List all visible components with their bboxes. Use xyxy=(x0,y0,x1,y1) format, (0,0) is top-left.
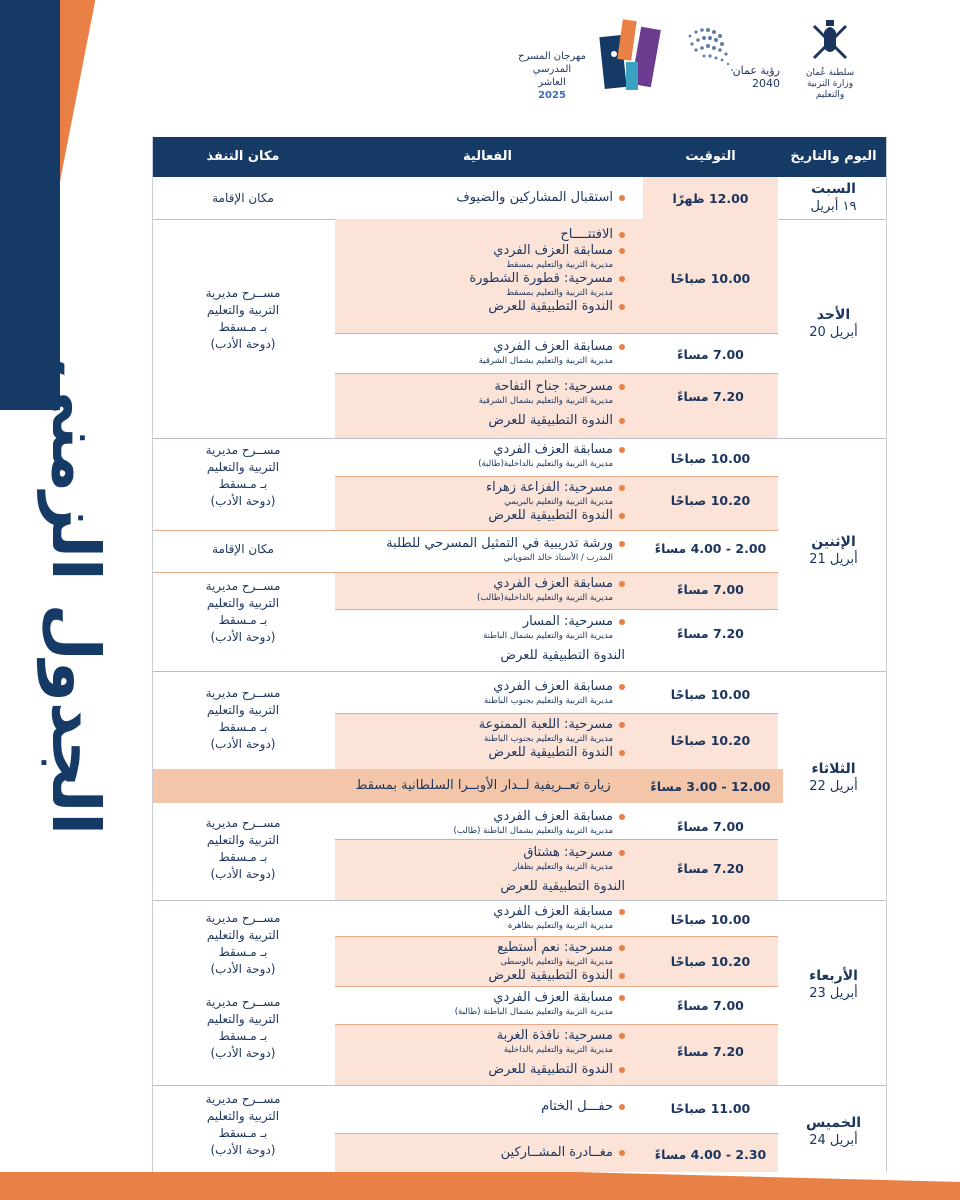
activity-title: مسابقة العزف الفردي xyxy=(335,576,625,592)
time-cell: 7.00 مساءً xyxy=(677,582,744,597)
day-name: الإثنين xyxy=(811,534,856,550)
time-cell: 10.00 صباحًا xyxy=(670,687,751,702)
day-date: 23 أبريل xyxy=(809,986,858,1001)
activity-title: مسابقة العزف الفردي xyxy=(335,442,625,458)
activity-title: مسابقة العزف الفردي xyxy=(335,809,625,825)
day-block-sunday xyxy=(153,219,886,439)
activity-subtitle: مديرية التربية والتعليم بشمال الباطنة xyxy=(483,631,613,641)
day-name: الخميس xyxy=(805,1115,862,1131)
day-date: 21 أبريل xyxy=(809,552,858,567)
activity-title: مسرحية: المسار xyxy=(335,614,625,630)
time-cell: 10.20 صباحًا xyxy=(670,493,751,508)
activity-title: الندوة التطبيقية للعرض xyxy=(335,745,625,761)
day-cell xyxy=(781,307,886,340)
activity-cell xyxy=(335,614,625,664)
header-time: التوقيت xyxy=(685,149,736,164)
festival-year: 2025 xyxy=(538,90,566,101)
ministry-line1: سلطنة عُمان xyxy=(805,68,855,78)
time-cell: 7.20 مساءً xyxy=(677,389,744,404)
oman-emblem-icon xyxy=(796,18,864,66)
time-cell: 12.00 ظهرًا xyxy=(672,191,749,206)
activity-title: مسابقة العزف الفردي xyxy=(335,243,625,259)
opera-visit-row xyxy=(153,769,783,803)
activity-subtitle: مديرية التربية والتعليم بمسقط xyxy=(506,260,613,270)
activity-subtitle: مديرية التربية والتعليم بشمال الباطنة (طالبة) xyxy=(454,1007,613,1017)
location-cell: مســرح مديرية التربية والتعليم بـ مـسقط (دوحة الأدب) xyxy=(205,816,281,881)
day-cell xyxy=(781,1115,886,1148)
day-cell xyxy=(781,181,886,214)
activity-cell xyxy=(335,1028,625,1078)
activity-subtitle: مديرية التربية والتعليم بالداخلية xyxy=(503,1045,613,1055)
activity-title: الافتتــــاح xyxy=(335,227,625,243)
activity-cell xyxy=(335,1099,625,1115)
header-place: مكان التنفذ xyxy=(206,149,280,164)
table-header xyxy=(153,137,886,177)
activity-title: مسابقة العزف الفردي xyxy=(335,339,625,355)
time-cell: 10.00 صباحًا xyxy=(670,271,751,286)
activity-cell xyxy=(335,190,625,206)
activity-cell xyxy=(335,679,625,707)
activity-title: الندوة التطبيقية للعرض xyxy=(335,1062,625,1078)
activity-subtitle: مديرية التربية والتعليم بالداخلية(طالبة) xyxy=(478,459,613,469)
activity-title: مغــادرة المشــاركين xyxy=(335,1145,625,1161)
orange-decor-stripe xyxy=(60,0,148,410)
activity-cell xyxy=(335,1145,625,1161)
activity-title: حفـــل الختام xyxy=(335,1099,625,1115)
activity-subtitle: مديرية التربية والتعليم بظفار xyxy=(513,862,613,872)
activity-cell xyxy=(335,809,625,837)
time-cell: 7.20 مساءً xyxy=(677,626,744,641)
bottom-decor-bar xyxy=(0,1172,960,1200)
activity-subtitle: مديرية التربية والتعليم بالداخلية(طالب) xyxy=(476,593,613,603)
activity-title: مسرحية: اللعبة الممنوعة xyxy=(335,717,625,733)
activity-title: مسابقة العزف الفردي xyxy=(335,990,625,1006)
location-cell: مســرح مديرية التربية والتعليم بـ مـسقط (دوحة الأدب) xyxy=(205,911,281,976)
activity-cell xyxy=(335,442,625,470)
activity-title: مسرحية: نافذة الغربة xyxy=(335,1028,625,1044)
festival-line2: المدرسي xyxy=(532,64,572,75)
activity-title: الندوة التطبيقية للعرض xyxy=(335,413,625,429)
activity-title: الندوة التطبيقية للعرض xyxy=(335,968,625,984)
activity-title: مسابقة العزف الفردي xyxy=(335,904,625,920)
activity-title: زيارة تعــريفية لــدار الأوبــرا السلطانية بمسقط xyxy=(355,778,611,793)
time-cell: 10.00 صباحًا xyxy=(670,912,751,927)
activity-title: استقبال المشاركين والضيوف xyxy=(335,190,625,206)
activity-subtitle: مديرية التربية والتعليم بمسقط xyxy=(506,288,613,298)
header-day: اليوم والتاريخ xyxy=(790,149,877,164)
activity-subtitle: مديرية التربية والتعليم بالبريمي xyxy=(504,497,613,507)
day-date: 22 أبريل xyxy=(809,779,858,794)
ministry-line2: وزارة التربية والتعليم xyxy=(806,79,854,100)
activity-cell xyxy=(335,717,625,761)
day-block-thursday xyxy=(153,1085,886,1172)
activity-cell xyxy=(335,990,625,1018)
day-name: السبت xyxy=(811,181,856,197)
day-block-monday xyxy=(153,438,886,672)
day-name: الأربعاء xyxy=(809,968,858,984)
day-cell xyxy=(781,968,886,1001)
day-block-tuesday xyxy=(153,671,886,901)
time-cell: 7.00 مساءً xyxy=(677,819,744,834)
activity-subtitle: مديرية التربية والتعليم بشمال الشرقية xyxy=(478,396,613,406)
day-date: 20 أبريل xyxy=(809,325,858,340)
vision-text: رؤية عمان 2040 xyxy=(732,64,780,90)
location-cell: مســرح مديرية التربية والتعليم بـ مـسقط (دوحة الأدب) xyxy=(205,1092,281,1157)
activity-subtitle: مديرية التربية والتعليم بشمال الشرقية xyxy=(478,356,613,366)
activity-title: الندوة التطبيقية للعرض xyxy=(335,299,625,315)
activity-cell xyxy=(335,339,625,367)
time-cell: 10.00 صباحًا xyxy=(670,451,751,466)
activity-subtitle: مديرية التربية والتعليم بشمال الباطنة (طالب) xyxy=(453,826,613,836)
activity-cell xyxy=(335,845,625,895)
time-cell: 12.00 - 3.00 مساءً xyxy=(650,779,771,794)
location-cell: مســرح مديرية التربية والتعليم بـ مـسقط (دوحة الأدب) xyxy=(205,995,281,1060)
activity-cell xyxy=(335,227,625,315)
day-block-saturday xyxy=(153,177,886,220)
day-name: الثلاثاء xyxy=(811,761,856,777)
day-block-wednesday xyxy=(153,900,886,1086)
time-cell: 7.20 مساءً xyxy=(677,1044,744,1059)
activity-cell xyxy=(335,576,625,604)
activity-cell xyxy=(335,940,625,984)
activity-title: مسرحية: نعم أستطيع xyxy=(335,940,625,956)
festival-line1: مهرجان المسرح xyxy=(518,51,586,62)
activity-title: مسرحية: قطورة الشطورة xyxy=(335,271,625,287)
day-date: ١٩ أبريل xyxy=(810,199,857,214)
ministry-logo xyxy=(796,18,864,100)
activity-title: مسابقة العزف الفردي xyxy=(335,679,625,695)
location-cell: مســرح مديرية التربية والتعليم بـ مـسقط (دوحة الأدب) xyxy=(205,579,281,644)
navy-decor-band xyxy=(0,0,60,410)
activity-title: مسرحية: الفزاعة زهراء xyxy=(335,480,625,496)
activity-cell xyxy=(335,904,625,932)
time-cell: 7.20 مساءً xyxy=(677,861,744,876)
activity-cell xyxy=(335,480,625,524)
activity-title: الندوة التطبيقية للعرض xyxy=(335,508,625,524)
activity-subtitle: مديرية التربية والتعليم بجنوب الباطنة xyxy=(483,696,613,706)
activity-cell xyxy=(335,536,625,564)
location-cell: مكان الإقامة xyxy=(212,191,274,205)
schedule-table xyxy=(152,137,887,1172)
location-cell: مســرح مديرية التربية والتعليم بـ مـسقط (دوحة الأدب) xyxy=(205,443,281,508)
day-date: 24 أبريل xyxy=(809,1133,858,1148)
day-name: الأحد xyxy=(816,307,851,323)
location-cell: مســرح مديرية التربية والتعليم بـ مـسقط (دوحة الأدب) xyxy=(205,286,281,351)
time-cell: 7.00 مساءً xyxy=(677,998,744,1013)
festival-line3: العاشر xyxy=(538,77,566,88)
day-cell xyxy=(781,534,886,567)
activity-subtitle: مديرية التربية والتعليم بالوسطى xyxy=(500,957,613,967)
side-title: الجدول الزمني xyxy=(37,357,114,835)
activity-subtitle: مديرية التربية والتعليم بجنوب الباطنة xyxy=(483,734,613,744)
day-cell xyxy=(781,761,886,794)
time-cell: 7.00 مساءً xyxy=(677,347,744,362)
header-activity: الفعالية xyxy=(463,149,512,164)
time-cell: 10.20 صباحًا xyxy=(670,954,751,969)
time-cell: 10.20 صباحًا xyxy=(670,733,751,748)
activity-subtitle: مديرية التربية والتعليم بظاهرة xyxy=(507,921,613,931)
activity-title: مسرحية: هشتاق xyxy=(335,845,625,861)
festival-mask-icon xyxy=(596,18,666,98)
activity-cell xyxy=(335,379,625,429)
activity-subtitle: المدرب / الأستاذ خالد الضوياني xyxy=(503,553,613,563)
time-cell: 2.00 - 4.00 مساءً xyxy=(654,541,767,556)
time-cell: 11.00 صباحًا xyxy=(670,1101,751,1116)
activity-title: مسرحية: جناح التفاحة xyxy=(335,379,625,395)
vision-2040-logo xyxy=(680,18,780,100)
time-cell: 2.30 - 4.00 مساءً xyxy=(654,1147,767,1162)
activity-title: ورشة تدريبية في التمثيل المسرحي للطلبة xyxy=(335,536,625,552)
location-cell: مســرح مديرية التربية والتعليم بـ مـسقط (دوحة الأدب) xyxy=(205,686,281,751)
festival-logo xyxy=(508,18,664,100)
location-cell: مكان الإقامة xyxy=(212,542,274,556)
activity-title: الندوة التطبيقية للعرض xyxy=(500,648,625,663)
activity-title: الندوة التطبيقية للعرض xyxy=(500,879,625,894)
